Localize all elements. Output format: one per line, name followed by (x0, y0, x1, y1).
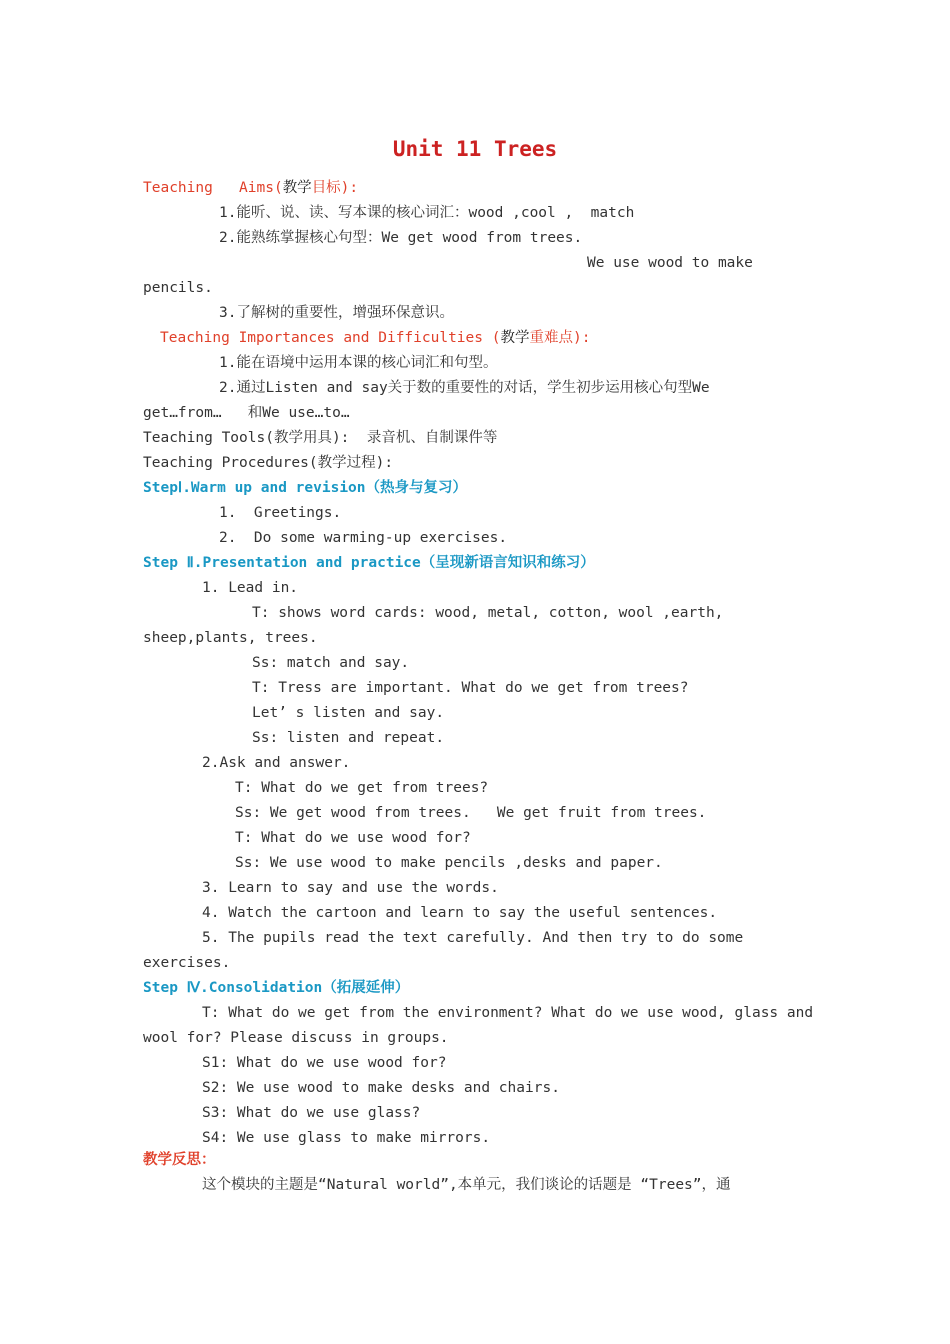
step-4-line: S2: We use wood to make desks and chairs. (202, 1080, 560, 1096)
aims-item-2: 2.能熟练掌握核心句型：We get wood from trees. (219, 230, 583, 246)
importance-item-2-wrap: get…from… 和We use…to… (143, 405, 350, 421)
reflection-line: 这个模块的主题是“Natural world”,本单元，我们谈论的话题是 “Trees”，通 (202, 1177, 731, 1193)
step-4-line: S3: What do we use glass? (202, 1105, 421, 1121)
aims-item-2-continued: We use wood to make (587, 255, 753, 271)
document-title: Unit 11 Trees (392, 137, 558, 161)
aims-heading (143, 178, 358, 198)
aims-item-1: 1.能听、说、读、写本课的核心词汇：wood ,cool , match (219, 205, 635, 221)
step-2-line: Ss: We use wood to make pencils ,desks and paper. (235, 855, 663, 871)
step-1-item-2: 2. Do some warming-up exercises. (219, 530, 508, 546)
step-2-line: 4. Watch the cartoon and learn to say the useful sentences. (202, 905, 718, 921)
step-2-line: T: shows word cards: wood, metal, cotton, wool ,earth, (252, 605, 724, 621)
step-2-line: 3. Learn to say and use the words. (202, 880, 499, 896)
step-4-line: S4: We use glass to make mirrors. (202, 1130, 491, 1146)
step-4-line: S1: What do we use wood for? (202, 1055, 447, 1071)
teaching-procedures: Teaching Procedures(教学过程): (143, 455, 394, 471)
importance-heading (160, 328, 590, 348)
step-2-line: T: What do we use wood for? (235, 830, 471, 846)
aims-item-3: 3.了解树的重要性，增强环保意识。 (219, 305, 454, 321)
step-1-heading: StepⅠ.Warm up and revision（热身与复习） (143, 480, 468, 496)
importance-heading-en: Teaching Importances and Difficulties ( (160, 330, 501, 346)
step-2-line: T: What do we get from trees? (235, 780, 489, 796)
step-4-heading: Step Ⅳ.Consolidation（拓展延伸） (143, 980, 410, 996)
importance-item-2: 2.通过Listen and say关于数的重要性的对话，学生初步运用核心句型We (219, 380, 710, 396)
step-2-line: Ss: listen and repeat. (252, 730, 445, 746)
aims-heading-cn-a: 教学 (282, 180, 312, 196)
aims-heading-cn-b: 目标): (311, 180, 359, 196)
step-2-heading: Step Ⅱ.Presentation and practice（呈现新语言知识和练习） (143, 555, 595, 571)
importance-heading-cn-a: 教学 (500, 330, 530, 346)
step-2-line: 1. Lead in. (202, 580, 299, 596)
step-1-item-1: 1. Greetings. (219, 505, 342, 521)
step-4-line: T: What do we get from the environment? What do we use wood, glass and (202, 1005, 814, 1021)
step-2-line: sheep,plants, trees. (143, 630, 318, 646)
teaching-tools: Teaching Tools(教学用具): 录音机、自制课件等 (143, 430, 498, 446)
step-2-line: Let’ s listen and say. (252, 705, 445, 721)
reflection-heading: 教学反思： (143, 1152, 216, 1168)
aims-heading-en: Teaching Aims( (143, 180, 283, 196)
step-4-line: wool for? Please discuss in groups. (143, 1030, 449, 1046)
step-2-line: 5. The pupils read the text carefully. And then try to do some (202, 930, 744, 946)
step-2-line: T: Tress are important. What do we get from trees? (252, 680, 689, 696)
step-2-line: exercises. (143, 955, 231, 971)
aims-item-2-wrap: pencils. (143, 280, 213, 296)
step-2-line: Ss: match and say. (252, 655, 410, 671)
importance-item-1: 1.能在语境中运用本课的核心词汇和句型。 (219, 355, 498, 371)
step-2-line: 2.Ask and answer. (202, 755, 351, 771)
importance-heading-cn-b: 重难点): (529, 330, 591, 346)
step-2-line: Ss: We get wood from trees. We get fruit from trees. (235, 805, 707, 821)
